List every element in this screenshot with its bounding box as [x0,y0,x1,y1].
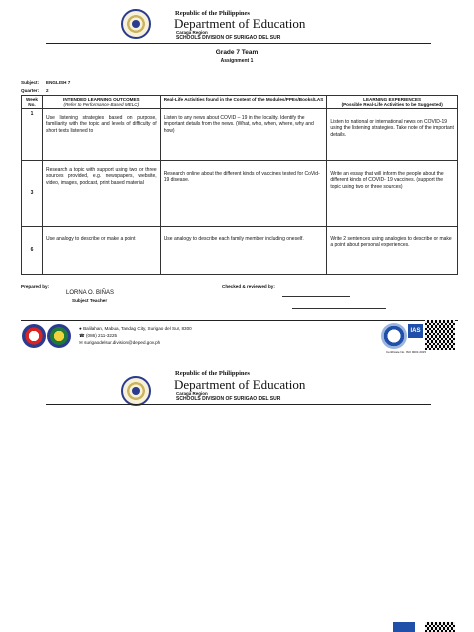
phone-line [79,333,117,339]
quarter-value: 2 [46,88,49,93]
experience-cell: Write an essay that will inform the people about the different kinds of COVID- 19 vaccines. (support the topic using two or three sources) [327,161,458,227]
qr-code [425,320,455,350]
outcome-cell: Research a topic with support using two or three sources provided, e.g. newspapers, website, video, images, podcast, print based material [42,161,160,227]
header-divider-page2 [46,404,431,405]
table-row [22,109,458,161]
header-outcomes [42,96,160,109]
checked-label: Checked & reviewed by: [222,284,275,289]
phone-text: (086) 211-3225 [86,333,118,338]
region-text-page2: Caraga Region [176,391,208,396]
email-text: surigaodelsur.division@deped.gov.ph [84,340,161,345]
week-cell: 3 [22,161,43,227]
signature-line-2 [292,308,386,309]
page2-footer-sliver [0,622,474,632]
activity-cell: Use analogy to describe each family member including oneself. [160,227,327,275]
table-row [22,227,458,275]
week-cell: 6 [22,227,43,275]
prepared-label: Prepared by: [21,284,50,289]
qr-code-page2 [425,622,455,632]
subject-value: ENGLISH 7 [46,80,71,85]
address-text: Balilahan, Mabua, Tandag City, Surigao del Sur, 8300 [83,326,192,331]
footer-divider [21,320,458,321]
experience-cell: Listen to national or international news on COVID-19 using the listening strategies. Take note of the important details. [327,109,458,161]
header-experiences-title: LEARNING EXPERIENCES [363,97,422,102]
address-line [79,326,192,331]
header-experiences-sub: (Possible Real-Life Activities to be Suggested) [341,102,443,107]
republic-text-page2: Republic of the Philippines [175,370,250,377]
grade-team: Grade 7 Team [215,49,259,56]
region-text: Caraga Region [176,30,208,35]
deped-seal [121,9,151,39]
wb-cert-logo [381,323,407,349]
preparer-name: LORNA O. BIÑAS [66,290,115,296]
experience-cell: Write 2 sentences using analogies to describe or make a point about personal experiences. [327,227,458,275]
subject-label: Subject: [21,80,40,85]
division-text: SCHOOLS DIVISION OF SURIGAO DEL SUR [176,35,281,41]
table-header-row [22,96,458,109]
deped-seal-page2 [121,376,151,406]
republic-text: Republic of the Philippines [175,10,250,17]
phone-icon: ☎ [79,333,85,338]
department-title: Department of Education [174,16,306,31]
location-icon: ● [79,326,82,331]
ias-badge: IAS [408,324,423,338]
assignment-title: Assignment 1 [220,58,254,64]
deped-matatag-logo [47,324,71,348]
quarter-label: Quarter: [21,88,40,93]
email-line [79,340,160,346]
ias-badge-page2 [393,622,415,632]
department-title-page2: Department of Education [174,377,306,392]
signature-line-1 [282,296,350,297]
header-activities: Real-Life Activities found in the Content of the Modules/PPEs/Books/LAS [160,96,327,109]
header-experiences [327,96,458,109]
outcome-cell: Use analogy to describe or make a point [42,227,160,275]
division-logo [22,324,46,348]
email-icon: ✉ [79,340,83,345]
outcome-cell: Use listening strategies based on purpose, familiarity with the topic and levels of difficulty of short texts listened to [42,109,160,161]
activity-cell: Research online about the different kinds of vaccines tested for CoVid-19 disease. [160,161,327,227]
cert-number: Certificate No. ISO 9001:2015 [386,350,427,354]
preparer-title: Subject Teacher [72,298,108,303]
table-row [22,161,458,227]
learning-table [21,95,458,275]
header-week: Week No. [22,96,43,109]
header-divider [46,43,431,44]
header-outcomes-sub: (Refer to Performance-Based MELC) [63,102,140,107]
week-cell: 1 [22,109,43,161]
header-outcomes-title: INTENDED LEARNING OUTCOMES [63,97,140,102]
division-text-page2: SCHOOLS DIVISION OF SURIGAO DEL SUR [176,396,281,402]
activity-cell: Listen to any news about COVID – 19 in the locality. Identify the important details from the news. (What, who, when, where, why and how) [160,109,327,161]
